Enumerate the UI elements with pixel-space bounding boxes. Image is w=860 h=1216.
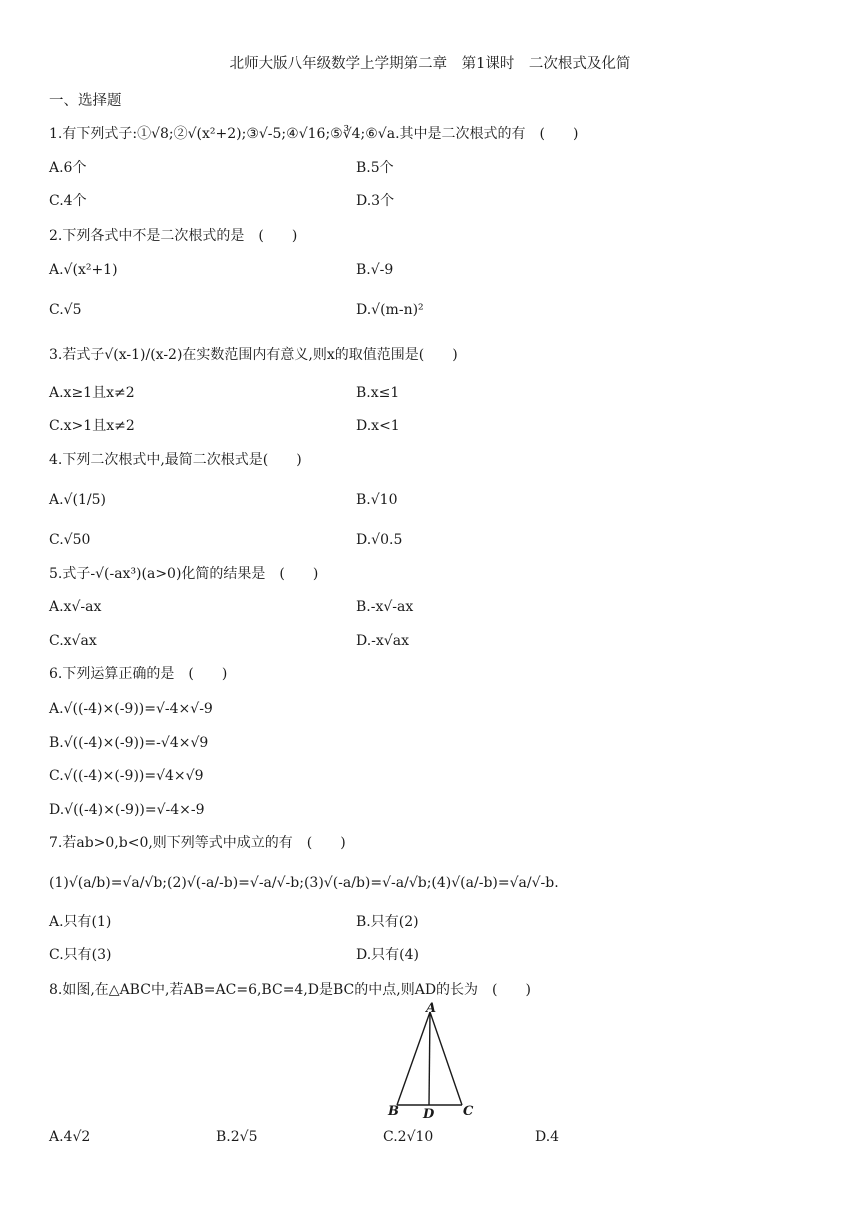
page-title: 北师大版八年级数学上学期第二章 第1课时 二次根式及化简 (229, 56, 631, 72)
q6-option-a: A.√((-4)×(-9))=√-4×√-9 (49, 701, 213, 717)
side-ab (397, 1012, 430, 1105)
question-7-stem: 7.若ab>0,b<0,则下列等式中成立的有 ( ) (49, 835, 346, 851)
q4-option-c: C.√50 (49, 532, 91, 548)
q5-option-b: B.-x√-ax (356, 599, 414, 615)
question-7-parts: (1)√(a/b)=√a/√b;(2)√(-a/-b)=√-a/√-b;(3)√(-a/b)=√-a/√b;(4)√(a/-b)=√a/√-b. (49, 875, 559, 891)
q8-option-d: D.4 (535, 1129, 560, 1145)
question-6-stem: 6.下列运算正确的是 ( ) (49, 666, 228, 682)
question-4-stem: 4.下列二次根式中,最简二次根式是( ) (49, 452, 302, 468)
label-c: C (463, 1104, 474, 1119)
q7-option-b: B.只有(2) (356, 914, 419, 930)
q8-option-c: C.2√10 (383, 1129, 434, 1145)
label-b: B (388, 1104, 399, 1119)
q3-option-c: C.x>1且x≠2 (49, 418, 135, 434)
q5-option-a: A.x√-ax (49, 599, 102, 615)
q6-option-d: D.√((-4)×(-9))=√-4×-9 (49, 802, 205, 818)
q4-option-b: B.√10 (356, 492, 398, 508)
question-8-stem: 8.如图,在△ABC中,若AB=AC=6,BC=4,D是BC的中点,则AD的长为 ( ) (49, 982, 531, 998)
q3-option-d: D.x<1 (356, 418, 400, 434)
question-3-stem: 3.若式子√(x-1)/(x-2)在实数范围内有意义,则x的取值范围是( ) (49, 347, 458, 363)
q7-option-a: A.只有(1) (49, 914, 112, 930)
q2-option-a: A.√(x²+1) (49, 262, 118, 278)
q4-option-a: A.√(1/5) (49, 492, 106, 508)
q4-option-d: D.√0.5 (356, 532, 403, 548)
q7-option-c: C.只有(3) (49, 947, 112, 963)
q2-option-b: B.√-9 (356, 262, 394, 278)
label-d: D (423, 1107, 435, 1122)
q5-option-c: C.x√ax (49, 633, 97, 649)
label-a: A (426, 1002, 437, 1016)
median-ad (429, 1012, 430, 1105)
q1-option-b: B.5个 (356, 160, 394, 176)
section-heading: 一、选择题 (49, 93, 122, 109)
q2-option-d: D.√(m-n)² (356, 302, 424, 318)
q8-option-a: A.4√2 (49, 1129, 91, 1145)
side-ac (430, 1012, 462, 1105)
q2-option-c: C.√5 (49, 302, 82, 318)
question-1-stem: 1.有下列式子:①√8;②√(x²+2);③√-5;④√16;⑤∛4;⑥√a.其中是二次根式的有 ( ) (49, 126, 579, 142)
question-2-stem: 2.下列各式中不是二次根式的是 ( ) (49, 228, 298, 244)
q6-option-c: C.√((-4)×(-9))=√4×√9 (49, 768, 204, 784)
q7-option-d: D.只有(4) (356, 947, 420, 963)
q3-option-b: B.x≤1 (356, 385, 400, 401)
triangle-figure (383, 1002, 483, 1122)
q5-option-d: D.-x√ax (356, 633, 409, 649)
q1-option-d: D.3个 (356, 193, 395, 209)
q1-option-a: A.6个 (49, 160, 87, 176)
q3-option-a: A.x≥1且x≠2 (49, 385, 135, 401)
q6-option-b: B.√((-4)×(-9))=-√4×√9 (49, 735, 209, 751)
q1-option-c: C.4个 (49, 193, 87, 209)
q8-option-b: B.2√5 (216, 1129, 258, 1145)
question-5-stem: 5.式子-√(-ax³)(a>0)化简的结果是 ( ) (49, 566, 319, 582)
